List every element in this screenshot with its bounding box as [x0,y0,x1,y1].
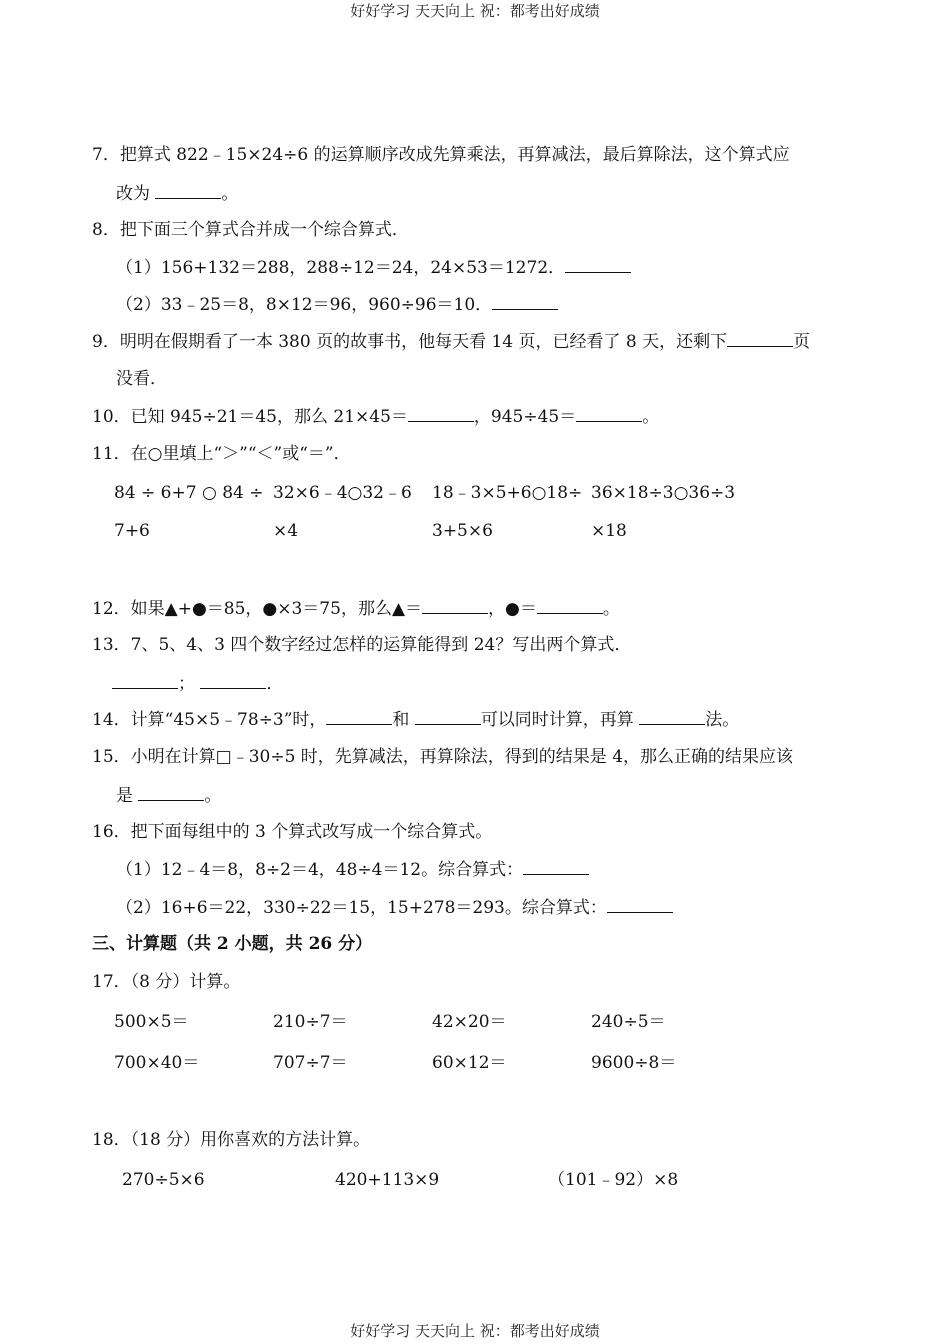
compare-item-cont: 3+5×6 [432,521,493,541]
compare-item: 18﹣3×5+6○18÷ [432,483,583,503]
q14-text: 14．计算“45×5﹣78÷3”时， 和 可以同时计算，再算 法。 [92,710,740,730]
answer-blank[interactable] [200,672,266,689]
answer-blank[interactable] [415,708,481,725]
section-title: 三、计算题（共 2 小题，共 26 分） [92,934,373,954]
q11-text: 11．在○里填上“＞”“＜”或“＝”． [92,444,351,464]
q7-line1: 7．把算式 822﹣15×24÷6 的运算顺序改成先算乘法，再算减法，最后算除法，这个算式应 [92,145,790,165]
calc-item: 42×20＝ [432,1012,507,1032]
answer-blank[interactable] [155,182,221,199]
q10-text: 10．已知 945÷21＝45，那么 21×45＝ ，945÷45＝ 。 [92,407,660,427]
answer-blank[interactable] [422,597,488,614]
q8-part2: （2）33﹣25＝8，8×12＝96，960÷96＝10． [116,293,558,316]
answer-blank[interactable] [537,597,603,614]
q13-text: 13．7、5、4、3 四个数字经过怎样的运算能得到 24？写出两个算式． [92,635,632,655]
calc-item: 240÷5＝ [591,1012,666,1032]
answer-blank[interactable] [639,708,705,725]
answer-blank[interactable] [408,405,474,422]
q7-line2: 改为 。 [116,184,239,204]
calc-item: （101﹣92）×8 [548,1170,679,1190]
answer-blank[interactable] [607,896,673,913]
calc-item: 270÷5×6 [122,1170,205,1190]
compare-item-cont: ×18 [591,521,627,541]
q15-line1: 15．小明在计算□﹣30÷5 时，先算减法，再算除法，得到的结果是 4，那么正确的结果应该 [92,747,794,767]
q13-answers: ； ． [112,672,283,695]
answer-blank[interactable] [326,708,392,725]
calc-item: 707÷7＝ [273,1053,348,1073]
answer-blank[interactable] [523,858,589,875]
calc-item: 60×12＝ [432,1053,507,1073]
answer-blank[interactable] [576,405,642,422]
calc-item: 9600÷8＝ [591,1053,677,1073]
calc-item: 210÷7＝ [273,1012,348,1032]
answer-blank[interactable] [727,330,793,347]
q9-line1: 9．明明在假期看了一本 380 页的故事书，他每天看 14 页，已经看了 8 天，还剩下 页 [92,332,811,352]
answer-blank[interactable] [492,293,558,310]
q12-text: 12．如果▲+●＝85，●×3＝75，那么▲＝ ，●＝ 。 [92,599,620,619]
q15-line2: 是 。 [116,786,222,806]
compare-item-cont: 7+6 [114,521,150,541]
calc-item: 700×40＝ [114,1053,200,1073]
answer-blank[interactable] [112,672,178,689]
calc-item: 500×5＝ [114,1012,189,1032]
q16-part2: （2）16+6＝22，330÷22＝15，15+278＝293。综合算式： [116,896,673,919]
compare-item: 36×18÷3○36÷3 [591,483,736,503]
compare-item: 84 ÷ 6+7 ○ 84 ÷ [114,483,264,503]
q16-text: 16．把下面每组中的 3 个算式改写成一个综合算式。 [92,822,493,842]
q8-text: 8．把下面三个算式合并成一个综合算式． [92,220,409,240]
calc-item: 420+113×9 [335,1170,440,1190]
answer-blank[interactable] [565,256,631,273]
page-footer: 好好学习 天天向上 祝：都考出好成绩 [350,1322,600,1340]
compare-item: 32×6﹣4○32﹣6 [273,483,412,503]
answer-blank[interactable] [138,784,204,801]
q9-line2: 没看． [116,369,167,389]
q18-text: 18．（18 分）用你喜欢的方法计算。 [92,1130,371,1150]
q8-part1: （1）156+132＝288，288÷12＝24，24×53＝1272． [116,256,631,279]
compare-item-cont: ×4 [273,521,299,541]
q16-part1: （1）12﹣4＝8，8÷2＝4，48÷4＝12。综合算式： [116,858,589,881]
page-header: 好好学习 天天向上 祝：都考出好成绩 [350,2,600,20]
q17-text: 17．（8 分）计算。 [92,972,241,992]
